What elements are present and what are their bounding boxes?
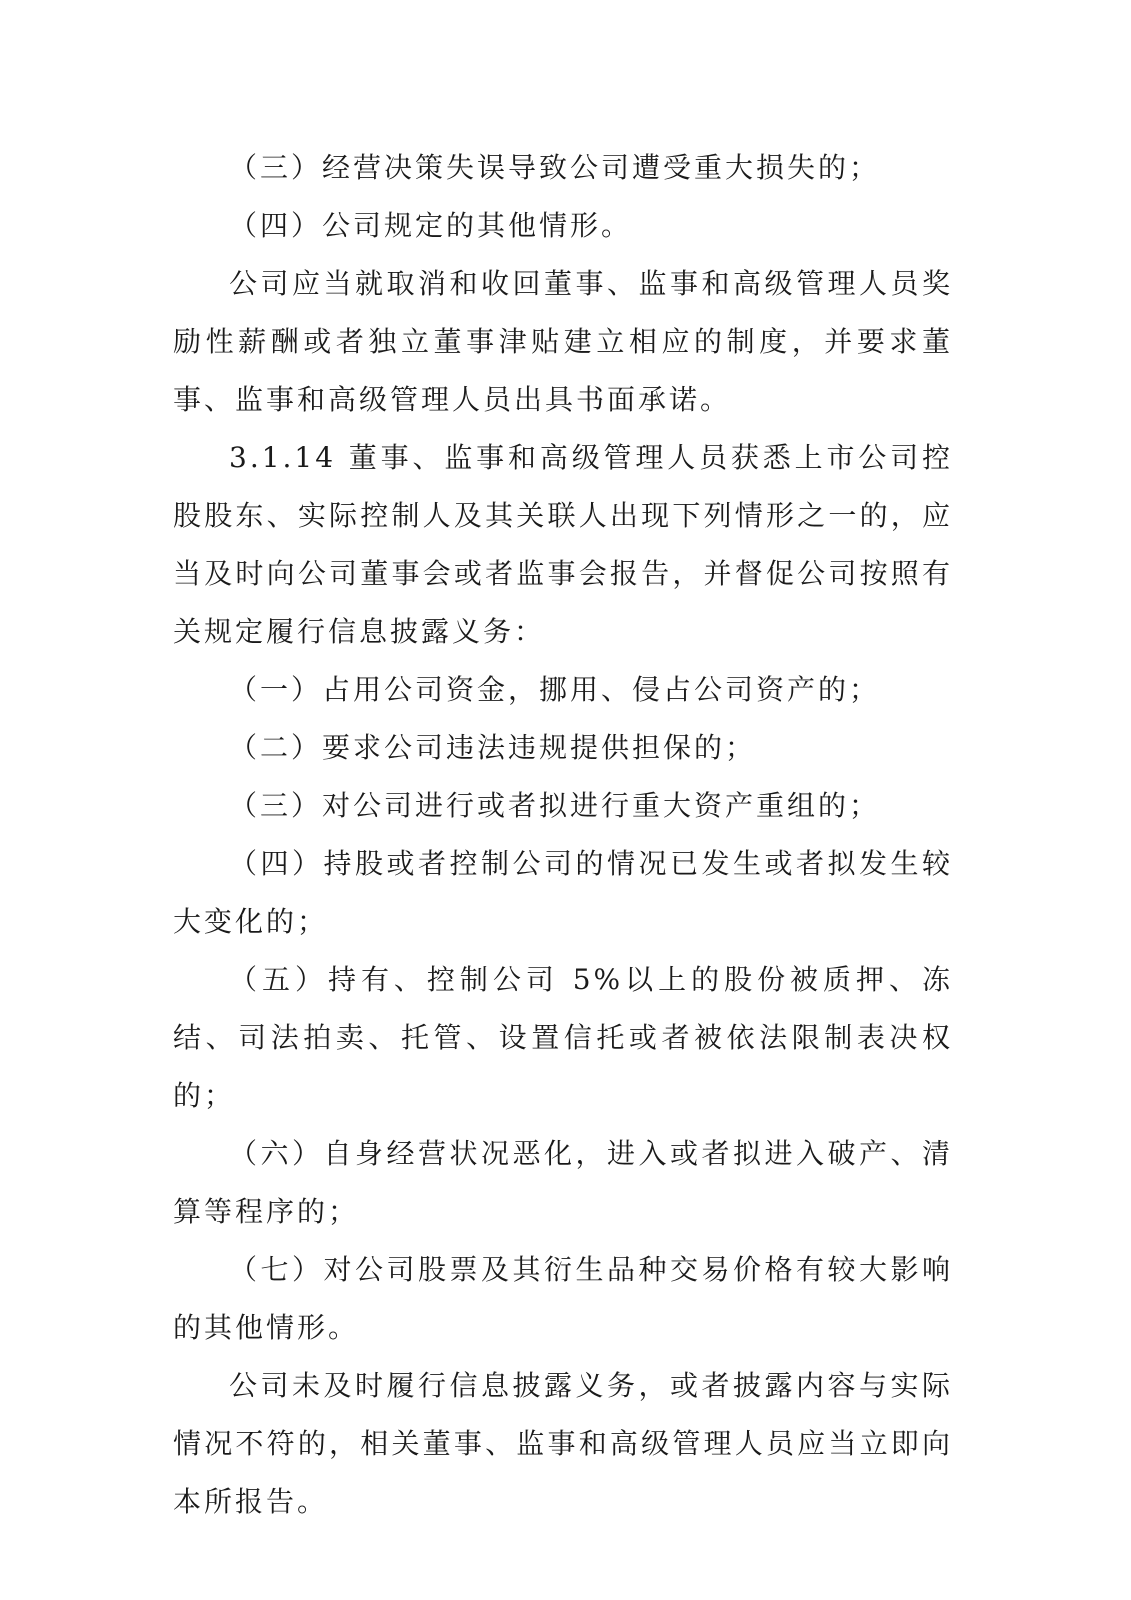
paragraph-case-3: （三）对公司进行或者拟进行重大资产重组的； [229, 789, 881, 822]
paragraph-item-4: （四）公司规定的其他情形。 [229, 209, 633, 242]
paragraph-case-2: （二）要求公司违法违规提供担保的； [229, 731, 757, 764]
paragraph-case-4: （四）持股或者控制公司的情况已发生或者拟发生较大变化的； [173, 847, 953, 938]
paragraph-case-6: （六）自身经营状况恶化，进入或者拟进入破产、清算等程序的； [173, 1137, 953, 1228]
paragraph-article-3-1-14: 3.1.14 董事、监事和高级管理人员获悉上市公司控股股东、实际控制人及其关联人出现下列情形之一的，应当及时向公司董事会或者监事会报告，并督促公司按照有关规定履行信息披露义务： [173, 441, 953, 648]
paragraph-item-3: （三）经营决策失误导致公司遭受重大损失的； [229, 151, 881, 184]
paragraph-case-5: （五）持有、控制公司 5%以上的股份被质押、冻结、司法拍卖、托管、设置信托或者被依法限制表决权的； [173, 963, 953, 1112]
paragraph-report-obligation: 公司未及时履行信息披露义务，或者披露内容与实际情况不符的，相关董事、监事和高级管理人员应当立即向本所报告。 [173, 1369, 953, 1518]
paragraph-case-7: （七）对公司股票及其衍生品种交易价格有较大影响的其他情形。 [173, 1253, 953, 1344]
paragraph-reward-revocation: 公司应当就取消和收回董事、监事和高级管理人员奖励性薪酬或者独立董事津贴建立相应的制度，并要求董事、监事和高级管理人员出具书面承诺。 [173, 267, 953, 416]
document-body [173, 139, 953, 1531]
paragraph-case-1: （一）占用公司资金，挪用、侵占公司资产的； [229, 673, 881, 706]
